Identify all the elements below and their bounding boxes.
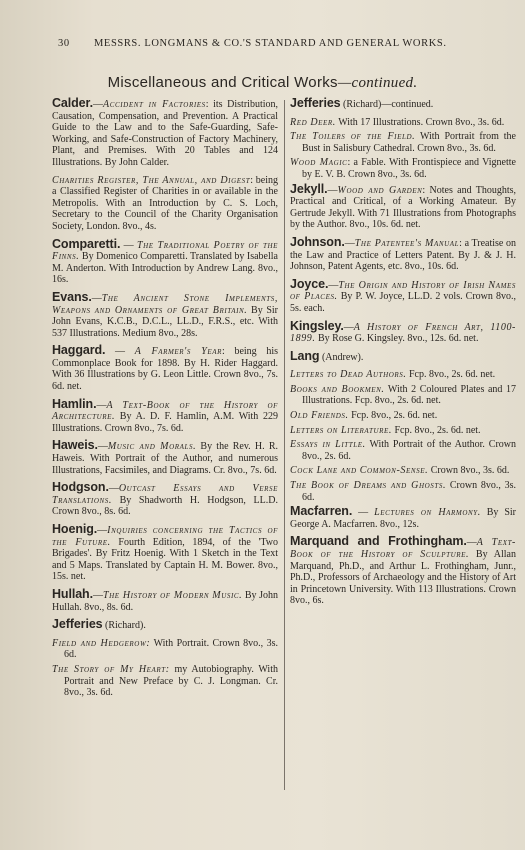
running-title: MESSRS. LONGMANS & CO.'S STANDARD AND GENERAL WORKS. — [94, 38, 447, 49]
subentry-description: With 17 Illustrations. Crown 8vo., 3s. 6d. — [335, 116, 505, 128]
entry-title: The Patentee's Manual — [354, 237, 460, 249]
subentry-description: my Autobiography. With Portrait and New Preface by C. J. Longman. Cr. 8vo., 3s. 6d. — [64, 663, 278, 699]
entry-description: : Notes and Thoughts, Practical and Critical, of a Working Amateur. By Gertrude Jekyll. With 71 Illustrations from Photographs by the Author. 8vo., 10s. 6d. net. — [290, 184, 516, 231]
entry-author: Kingsley. — [290, 318, 344, 333]
running-head — [0, 38, 525, 52]
entry-dash: — — [93, 99, 103, 110]
entry-dash: — — [466, 537, 477, 549]
catalogue-subentry — [52, 664, 278, 699]
column-divider — [284, 100, 285, 790]
catalogue-subentry — [290, 157, 516, 180]
entry-title: The Ancient Stone Implements, Weapons and Ornaments of Great Britain. — [52, 292, 278, 316]
subentry-description: With 2 Coloured Plates and 17 Illustrations. Fcp. 8vo., 2s. 6d. net. — [302, 383, 516, 407]
catalogue-subentry — [290, 439, 516, 462]
catalogue-entry — [290, 318, 516, 345]
entry-dash: — — [92, 589, 103, 601]
entry-title: Outcast Essays and Verse Translations. — [52, 483, 278, 506]
section-title — [0, 74, 525, 92]
catalogue-entry — [52, 175, 278, 233]
entry-author: Haggard. — [52, 343, 106, 358]
right-column — [290, 98, 516, 613]
entry-description: By Shadworth H. Hodgson, LL.D. Crown 8vo., 8s. 6d. — [52, 494, 278, 518]
entry-title: Charities Register, The Annual, and Digest — [52, 174, 251, 186]
entry-author: Haweis. — [52, 438, 98, 453]
catalogue-entry — [52, 289, 278, 339]
entry-title: A Farmer's Year — [134, 346, 223, 358]
catalogue-entry — [290, 506, 516, 530]
subentry-title: Essays in Little. — [290, 439, 366, 451]
subentry-description: : a Fable. With Frontispiece and Vignette by E. V. B. Crown 8vo., 3s. 6d. — [302, 157, 516, 180]
catalogue-entry — [290, 536, 516, 607]
catalogue-subentry — [290, 425, 516, 437]
entry-description: By John Hullah. 8vo., 8s. 6d. — [52, 589, 278, 613]
subentry-description: With Portrait. Crown 8vo., 3s. 6d. — [64, 637, 278, 661]
entry-dash: — — [108, 483, 119, 495]
entry-dash: — — [120, 239, 137, 251]
entry-dash: — — [327, 184, 338, 196]
entry-description: By Domenico Comparetti. Translated by Isabella M. Anderton. With Introduction by Andrew Lang. 8vo., 16s. — [52, 251, 278, 286]
catalogue-entry — [52, 482, 278, 518]
entry-author: Lang — [290, 348, 320, 363]
entry-description: By Allan Marquand, Ph.D., and Arthur L. Frothingham, Junr., Ph.D., Professors of Archaeology and the History of Art in Princetown University. With 113 Illustrations. Crown 8vo., 6s. — [290, 549, 516, 607]
catalogue-entry — [52, 586, 278, 613]
entry-description: By the Rev. H. R. Haweis. With Portrait of the Author, and numerous Illustrations, Facsimiles, and Diagrams. Cr. 8vo., 7s. 6d. — [52, 441, 278, 476]
entry-title: Music and Morals. — [107, 441, 197, 453]
subentry-title: Field and Hedgerow: — [52, 637, 151, 649]
entry-description: By P. W. Joyce, LL.D. 2 vols. Crown 8vo., 5s. each. — [290, 291, 516, 314]
catalogue-subentry — [290, 465, 516, 477]
entry-title: Lectures on Harmony. — [374, 507, 481, 519]
entry-dash: — — [328, 279, 339, 291]
entry-description: By Sir John Evans, K.C.B., D.C.L., LL.D., F.R.S., etc. With 537 Illustrations. Medium 8vo., 28s. — [52, 304, 278, 339]
catalogue-entry — [290, 348, 516, 364]
entry-author: Calder. — [52, 96, 93, 110]
entry-author: Hullah. — [52, 586, 93, 601]
subentry-description: Crown 8vo., 3s. 6d. — [302, 480, 516, 503]
subentry-title: Letters on Literature. — [290, 424, 392, 436]
subentry-title: Cock Lane and Common-Sense. — [290, 465, 429, 477]
entry-author: Johnson. — [290, 234, 345, 249]
subentry-description: Fcp. 8vo., 2s. 6d. net. — [348, 410, 438, 422]
entry-author: Marquand and Frothingham. — [290, 534, 467, 549]
entry-dash: — — [97, 441, 108, 453]
entry-author: Hamlin. — [52, 396, 97, 411]
page-number: 30 — [58, 38, 70, 49]
entry-dash: — — [352, 507, 375, 519]
catalogue-entry — [52, 440, 278, 476]
entry-title: A Text-Book of the History of Sculpture. — [290, 537, 516, 560]
entry-description: Fourth Edition, 1894, of the 'Two Brigades'. By Fritz Hoenig. With 1 Sketch in the Text and 5 Maps. Translated by Captain H. M. Bower. 8vo., 15s. net. — [52, 536, 279, 583]
catalogue-subentry — [52, 638, 278, 661]
entry-title: Wood and Garden — [337, 184, 423, 196]
catalogue-entry — [52, 524, 278, 583]
subentry-title: Wood Magic — [290, 157, 348, 169]
subentry-description: With Portrait of the Author. Crown 8vo., 2s. 6d. — [302, 439, 516, 462]
catalogue-entry — [290, 98, 516, 111]
entry-title: The Origin and History of Irish Names of Places. — [290, 279, 516, 303]
entry-dash: — — [344, 237, 355, 249]
subentry-title: Letters to Dead Authors. — [290, 369, 407, 381]
section-title-main: Miscellaneous and Critical Works — [107, 74, 338, 91]
subentry-description: With Portrait from the Bust in Salisbury Cathedral. Crown 8vo., 3s. 6d. — [302, 131, 516, 154]
catalogue-subentry — [290, 131, 516, 154]
entry-description: : being his Commonplace Book for 1898. By H. Rider Haggard. With 36 Illustrations by G. Leon Little. Crown 8vo., 7s. 6d. net. — [52, 346, 279, 393]
entry-author: Comparetti. — [52, 236, 121, 251]
subentry-title: Books and Bookmen. — [290, 383, 385, 395]
catalogue-subentry — [290, 410, 516, 422]
catalogue-subentry — [290, 369, 516, 381]
entry-title: Inquiries concerning the Tactics of the Future. — [52, 525, 278, 548]
catalogue-entry — [290, 181, 516, 231]
entry-author: Hodgson. — [52, 480, 109, 495]
entry-title: The Traditional Poetry of the Finns. — [52, 239, 279, 263]
section-title-suffix: —continued. — [337, 75, 418, 91]
entry-author: Hoenig. — [52, 522, 98, 536]
subentry-title: The Toilers of the Field. — [290, 131, 416, 143]
entry-title: Accident in Factories — [103, 99, 206, 110]
entry-description: By Sir George A. Macfarren. 8vo., 12s. — [290, 507, 517, 530]
entry-title: A History of French Art, 1100-1899. — [290, 321, 516, 345]
entry-dash: — — [105, 346, 135, 358]
entry-author: Jekyll. — [290, 181, 328, 196]
entry-dash: — — [91, 292, 102, 304]
catalogue-entry — [290, 234, 516, 273]
subentry-title: Red Deer. — [290, 116, 336, 128]
catalogue-entry — [290, 276, 516, 315]
catalogue-entry — [52, 98, 278, 169]
entry-author: Jefferies — [290, 96, 341, 110]
entry-description: By Rose G. Kingsley. 8vo., 12s. 6d. net. — [315, 333, 479, 345]
subentry-description: Crown 8vo., 3s. 6d. — [428, 465, 510, 477]
entry-dash: — — [97, 525, 108, 536]
entry-author: Joyce. — [290, 276, 329, 291]
subentry-description: Fcp. 8vo., 2s. 6d. net. — [391, 424, 481, 436]
entry-author: Evans. — [52, 289, 92, 304]
entry-description: : being a Classified Register of Charities in or available in the Metropolis. With an Introduction by C. S. Loch, Secretary to the Council of the Charity Organisation Society, London. 8vo., 4s. — [52, 174, 279, 232]
entry-author: Macfarren. — [290, 504, 353, 519]
entry-description: (Richard)—continued. — [343, 99, 434, 110]
left-column — [52, 98, 278, 702]
subentry-title: Old Friends. — [290, 410, 349, 422]
catalogue-entry — [52, 619, 278, 632]
subentry-title: The Story of My Heart: — [52, 663, 170, 675]
catalogue-subentry — [290, 117, 516, 129]
entry-dash: — — [343, 321, 354, 333]
entry-description: (Richard). — [105, 620, 146, 632]
entry-title: The History of Modern Music. — [102, 589, 243, 601]
catalogue-entry — [52, 396, 278, 435]
subentry-description: Fcp. 8vo., 2s. 6d. net. — [406, 369, 496, 381]
catalogue-entry — [52, 236, 279, 286]
entry-description: : a Treatise on the Law and Practice of Letters Patent. By J. & J. H. Johnson, Patent Agents, etc. 8vo., 10s. 6d. — [290, 237, 516, 273]
entry-description: (Andrew). — [321, 351, 364, 363]
subentry-title: The Book of Dreams and Ghosts. — [290, 480, 447, 492]
catalogue-entry — [52, 345, 278, 392]
catalogue-subentry — [290, 480, 516, 503]
catalogue-subentry — [290, 384, 516, 407]
entry-description: By A. D. F. Hamlin, A.M. With 229 Illustrations. Crown 8vo., 7s. 6d. — [52, 411, 278, 434]
entry-dash: — — [96, 399, 107, 411]
entry-description: : its Distribution, Causation, Compensation, and Prevention. A Practical Guide to the Law and to the Safe-Guarding, Safe-Working, and Safe-Construction of Factory Machinery, Plant, and Premises. With 20 Tables and 124 Illustrations. By John Calder. — [52, 99, 278, 168]
entry-author: Jefferies — [52, 617, 103, 632]
entry-title: A Text-Book of the History of Architecture. — [52, 399, 278, 423]
